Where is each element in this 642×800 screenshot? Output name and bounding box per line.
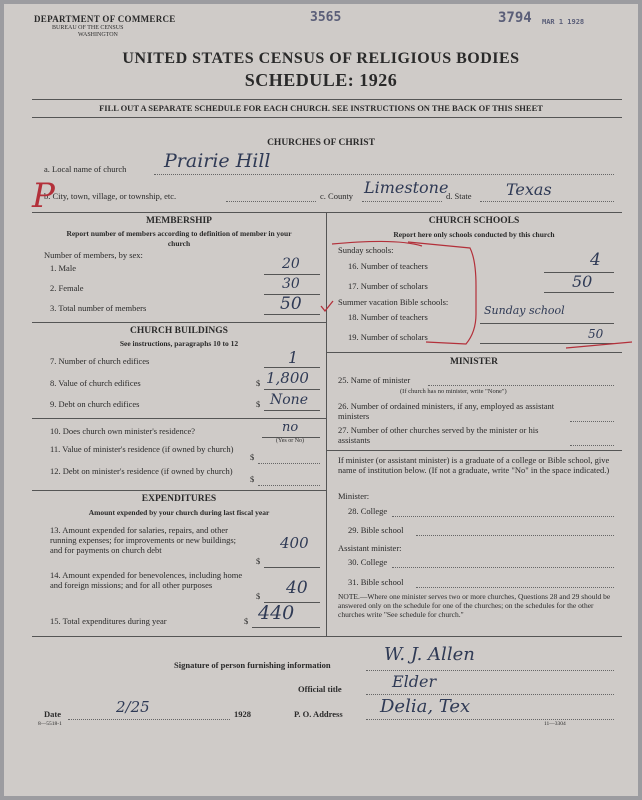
local-name-label: a. Local name of church <box>44 164 127 174</box>
running-expenses-label: 13. Amount expended for salaries, repairs, and other running expenses; for improvements or new buildings; and for payments on church debt <box>50 525 237 555</box>
summer-scholars-label: 19. Number of scholars <box>348 332 428 342</box>
form-number-2: 11—3304 <box>544 721 566 727</box>
residence-debt-label: 12. Debt on minister's residence (if owned by church) <box>50 466 233 476</box>
minister-college-label: 28. College <box>348 506 388 516</box>
owns-residence-value: no <box>282 420 299 435</box>
graduate-note: If minister (or assistant minister) is a graduate of a college or Bible school, give name of institution below. (If not a graduate, write "No" in the space indicated.) <box>338 455 610 475</box>
sunday-teachers-label: 16. Number of teachers <box>348 261 428 271</box>
yes-no-note: (Yes or No) <box>276 438 305 444</box>
bureau-label: BUREAU OF THE CENSUS <box>52 25 124 31</box>
total-members-label: 3. Total number of members <box>50 303 147 313</box>
male-label: 1. Male <box>50 263 76 273</box>
dollar-sign: $ <box>244 616 249 626</box>
official-title-label: Official title <box>298 684 342 694</box>
year-label: 1928 <box>234 709 251 719</box>
schools-heading: CHURCH SCHOOLS <box>428 216 520 226</box>
benevolences-label: 14. Amount expended for benevolences, including home and foreign missions; and for all other purposes <box>50 570 243 590</box>
dollar-sign: $ <box>256 378 261 388</box>
minister-bible-school-label: 29. Bible school <box>348 525 404 535</box>
dollar-sign: $ <box>250 452 255 462</box>
signature-label: Signature of person furnishing information <box>174 660 331 670</box>
minister-subhead: Minister: <box>338 491 370 501</box>
summer-teachers-value: Sunday school <box>484 304 565 317</box>
ordained-ministers-label: 26. Number of ordained ministers, if any, employed as assistant ministers <box>338 401 555 421</box>
city-label: WASHINGTON <box>78 32 118 38</box>
sunday-schools-label: Sunday schools: <box>338 245 394 255</box>
red-annotation-bracket <box>326 240 638 360</box>
expenditures-subhead: Amount expended by your church during last fiscal year <box>88 508 270 517</box>
date-value: 2/25 <box>116 698 150 716</box>
assistant-bible-school-label: 31. Bible school <box>348 577 404 587</box>
assistant-college-label: 30. College <box>348 557 388 567</box>
edifices-value-amount: 1,800 <box>266 369 309 387</box>
state-value: Texas <box>506 180 552 199</box>
female-value: 30 <box>282 276 300 292</box>
stamp-date: MAR 1 1928 <box>542 18 585 26</box>
membership-heading: MEMBERSHIP <box>146 216 212 226</box>
minister-heading: MINISTER <box>449 357 499 367</box>
red-check-mark <box>320 300 334 314</box>
signature-value: W. J. Allen <box>384 644 475 665</box>
census-schedule-page <box>4 4 638 796</box>
form-number: 8—5518-1 <box>38 721 62 727</box>
po-address-label: P. O. Address <box>294 709 343 719</box>
summer-schools-label: Summer vacation Bible schools: <box>338 297 449 307</box>
dollar-sign: $ <box>256 591 261 601</box>
official-title-value: Elder <box>392 672 437 691</box>
department-label: DEPARTMENT OF COMMERCE <box>34 14 176 24</box>
other-churches-label: 27. Number of other churches served by the minister or his assistants <box>338 425 539 445</box>
instruction-line: FILL OUT A SEPARATE SCHEDULE FOR EACH CHURCH. SEE INSTRUCTIONS ON THE BACK OF THIS SHEET <box>99 103 543 113</box>
stamp-number-2: 3794 <box>498 10 532 26</box>
stamp-number-1: 3565 <box>310 10 342 25</box>
buildings-subhead: See instructions, paragraphs 10 to 12 <box>119 339 239 348</box>
edifices-value-label: 8. Value of church edifices <box>50 378 141 388</box>
county-value: Limestone <box>364 178 449 197</box>
sunday-scholars-value: 50 <box>572 272 593 291</box>
members-by-sex-label: Number of members, by sex: <box>44 250 143 260</box>
county-label: c. County <box>320 191 354 201</box>
total-members-value: 50 <box>280 294 302 314</box>
schools-subhead: Report here only schools conducted by this church <box>393 230 555 239</box>
form-title: UNITED STATES CENSUS OF RELIGIOUS BODIES <box>122 50 520 67</box>
margin-mark: P <box>32 176 55 216</box>
dollar-sign: $ <box>256 556 261 566</box>
minister-note: NOTE.—Where one minister serves two or more churches, Questions 28 and 29 should be answered only on the schedule for one of the churches; on the schedules for the other churches write "See schedule for church." <box>338 592 611 619</box>
edifices-count-label: 7. Number of church edifices <box>50 356 150 366</box>
buildings-heading: CHURCH BUILDINGS <box>130 326 228 336</box>
po-address-value: Delia, Tex <box>380 696 471 717</box>
benevolences-value: 40 <box>286 578 308 598</box>
total-expenditures-label: 15. Total expenditures during year <box>50 616 167 626</box>
edifices-count-value: 1 <box>288 348 299 367</box>
summer-teachers-label: 18. Number of teachers <box>348 312 428 322</box>
city-town-label: b. City, town, village, or township, etc. <box>44 191 177 201</box>
summer-scholars-value: 50 <box>588 327 604 341</box>
edifices-debt-label: 9. Debt on church edifices <box>50 399 140 409</box>
running-expenses-value: 400 <box>280 534 309 552</box>
edifices-debt-value: None <box>270 392 308 408</box>
minister-name-note: (If church has no minister, write "None") <box>400 388 507 395</box>
assistant-minister-subhead: Assistant minister: <box>338 543 402 553</box>
denomination-heading: CHURCHES OF CHRIST <box>267 138 375 148</box>
dollar-sign: $ <box>256 399 261 409</box>
owns-residence-label: 10. Does church own minister's residence? <box>50 426 196 436</box>
minister-name-label: 25. Name of minister <box>338 375 411 385</box>
sunday-teachers-value: 4 <box>590 250 601 270</box>
membership-subhead: Report number of members according to definition of member in your church <box>66 229 292 248</box>
date-label: Date <box>44 709 61 719</box>
state-label: d. State <box>446 191 472 201</box>
dollar-sign: $ <box>250 474 255 484</box>
residence-value-label: 11. Value of minister's residence (if owned by church) <box>50 444 234 454</box>
local-name-value: Prairie Hill <box>164 150 271 172</box>
total-expenditures-value: 440 <box>258 602 295 624</box>
sunday-scholars-label: 17. Number of scholars <box>348 281 428 291</box>
expenditures-heading: EXPENDITURES <box>141 494 217 504</box>
male-value: 20 <box>282 256 300 272</box>
schedule-title: SCHEDULE: 1926 <box>244 70 398 90</box>
female-label: 2. Female <box>50 283 84 293</box>
